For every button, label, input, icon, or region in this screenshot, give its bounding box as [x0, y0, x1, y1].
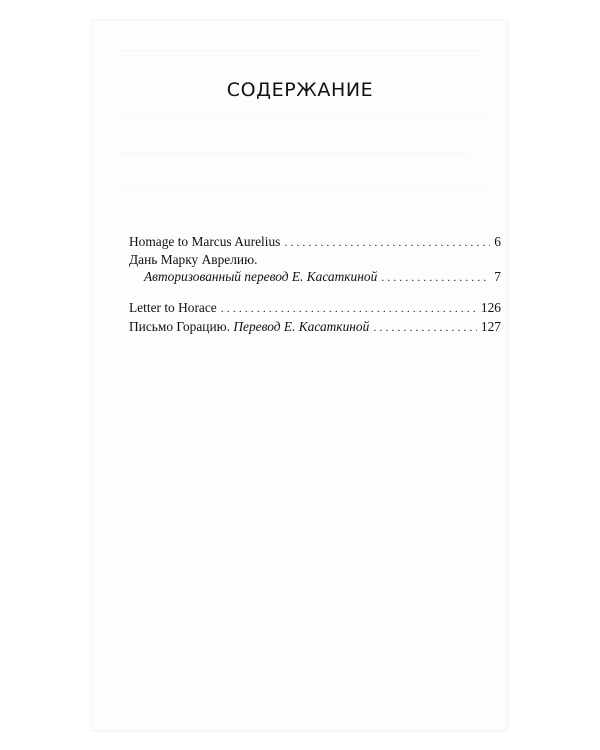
toc-entry-pismo[interactable] [129, 318, 501, 336]
toc-page-number: 126 [480, 300, 501, 315]
dot-leader [373, 318, 477, 336]
bleed-through-line [120, 152, 470, 153]
toc-entry-letter[interactable] [129, 299, 501, 317]
toc-entry-title [144, 268, 381, 286]
toc-entry-italic: Авторизованный перевод Е. Касаткиной [144, 269, 378, 284]
dot-leader [221, 299, 477, 317]
page-title: СОДЕРЖАНИЕ [226, 79, 374, 101]
toc-entry-homage[interactable] [129, 233, 501, 251]
toc-entry-title: Дань Марку Аврелию. [129, 252, 258, 267]
toc-page-number: 127 [480, 319, 501, 334]
toc-entry-title: Homage to Marcus Aurelius [129, 234, 281, 249]
dot-leader [381, 268, 490, 286]
toc-entry-dan[interactable] [129, 251, 501, 269]
bleed-through-line [120, 50, 480, 51]
toc-entry-italic: Перевод Е. Касаткиной [233, 319, 370, 334]
toc-page-number: 6 [494, 234, 501, 249]
toc-entry-title: Letter to Horace [129, 300, 217, 315]
bleed-through-line [120, 188, 485, 189]
bleed-through-line [120, 116, 490, 117]
toc-entry-translation[interactable] [129, 268, 501, 286]
toc-entry-title [129, 318, 373, 336]
toc-page-number: 7 [494, 269, 501, 284]
dot-leader [284, 233, 490, 251]
book-page [92, 20, 507, 730]
toc-entry-plain: Письмо Горацию. [129, 319, 230, 334]
